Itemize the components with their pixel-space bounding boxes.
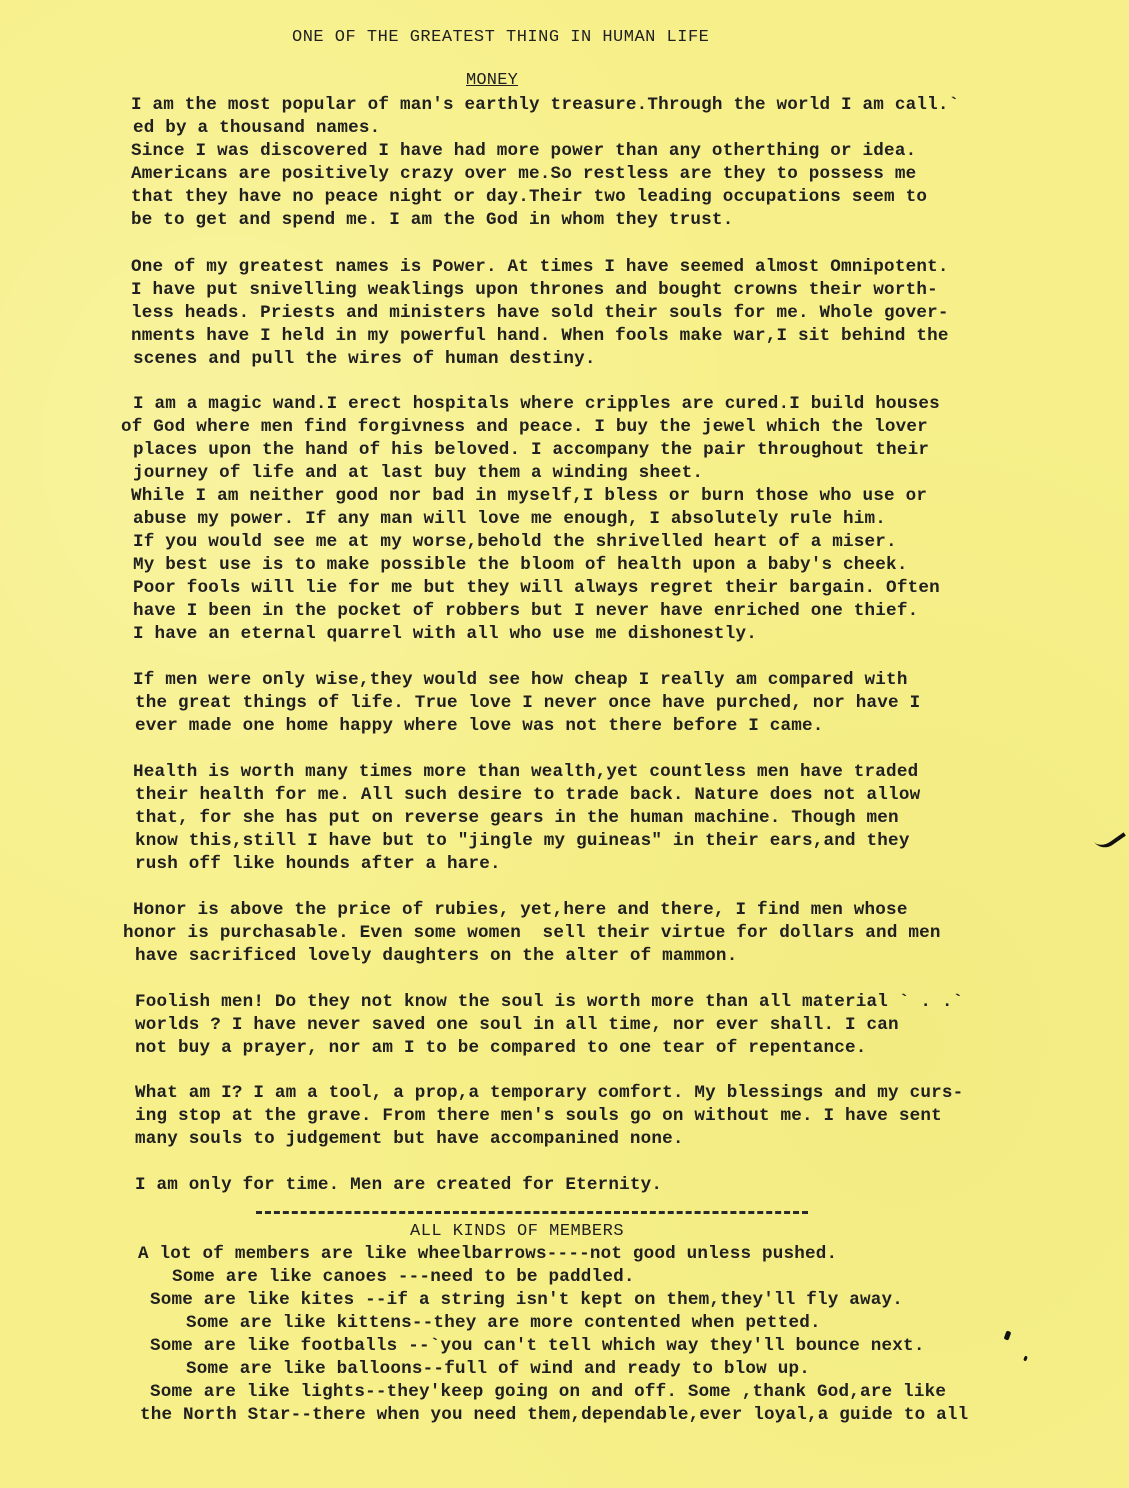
section-heading-money: MONEY bbox=[466, 71, 519, 90]
text-line: the great things of life. True love I never once have purched, nor have I bbox=[135, 693, 921, 713]
text-line: Some are like footballs --`you can't tell which way they'll bounce next. bbox=[150, 1336, 925, 1356]
text-line: less heads. Priests and ministers have sold their souls for me. Whole gover- bbox=[131, 303, 949, 323]
text-line: Some are like lights--they'keep going on and off. Some ,thank God,are like bbox=[150, 1382, 947, 1402]
text-line: ing stop at the grave. From there men's souls go on without me. I have sent bbox=[135, 1106, 942, 1126]
text-line: honor is purchasable. Even some women sell their virtue for dollars and men bbox=[123, 923, 941, 943]
ink-dot bbox=[1023, 1356, 1028, 1362]
text-line: Some are like canoes ---need to be paddled. bbox=[172, 1267, 635, 1287]
text-line: have I been in the pocket of robbers but I never have enriched one thief. bbox=[133, 601, 919, 621]
text-line: I am the most popular of man's earthly treasure.Through the world I am call.` bbox=[131, 95, 960, 115]
text-line: I am only for time. Men are created for Eternity. bbox=[135, 1175, 663, 1195]
text-line: I am a magic wand.I erect hospitals where cripples are cured.I build houses bbox=[133, 394, 940, 414]
text-line: I have put snivelling weaklings upon thrones and bought crowns their worth- bbox=[131, 280, 938, 300]
text-line: While I am neither good nor bad in myself,I bless or burn those who use or bbox=[131, 486, 928, 506]
text-line: have sacrificed lovely daughters on the alter of mammon. bbox=[135, 946, 738, 966]
text-line: Since I was discovered I have had more power than any otherthing or idea. bbox=[131, 141, 917, 161]
text-line: What am I? I am a tool, a prop,a temporary comfort. My blessings and my curs- bbox=[135, 1083, 964, 1103]
text-line: rush off like hounds after a hare. bbox=[135, 854, 501, 874]
text-line: know this,still I have but to "jingle my guineas" in their ears,and they bbox=[135, 831, 910, 851]
document-title: ONE OF THE GREATEST THING IN HUMAN LIFE bbox=[292, 28, 710, 47]
text-line: ed by a thousand names. bbox=[133, 118, 381, 138]
dashed-divider bbox=[256, 1211, 808, 1214]
text-line: journey of life and at last buy them a winding sheet. bbox=[133, 463, 704, 483]
text-line: Americans are positively crazy over me.So restless are they to possess me bbox=[131, 164, 917, 184]
text-line: If men were only wise,they would see how cheap I really am compared with bbox=[133, 670, 908, 690]
text-line: One of my greatest names is Power. At times I have seemed almost Omnipotent. bbox=[131, 257, 949, 277]
text-line: nments have I held in my powerful hand. When fools make war,I sit behind the bbox=[131, 326, 949, 346]
text-line: be to get and spend me. I am the God in whom they trust. bbox=[131, 210, 734, 230]
text-line: that, for she has put on reverse gears in the human machine. Though men bbox=[135, 808, 899, 828]
text-line: I have an eternal quarrel with all who use me dishonestly. bbox=[133, 624, 757, 644]
text-line: Some are like kittens--they are more contented when petted. bbox=[186, 1313, 821, 1333]
section-heading-members: ALL KINDS OF MEMBERS bbox=[410, 1222, 625, 1241]
ink-dot bbox=[1004, 1330, 1012, 1340]
text-line: that they have no peace night or day.Their two leading occupations seem to bbox=[131, 187, 928, 207]
ink-mark bbox=[1090, 819, 1126, 853]
text-line: many souls to judgement but have accompanined none. bbox=[135, 1129, 684, 1149]
text-line: not buy a prayer, nor am I to be compared to one tear of repentance. bbox=[135, 1038, 867, 1058]
text-line: of God where men find forgivness and peace. I buy the jewel which the lover bbox=[121, 417, 928, 437]
text-line: places upon the hand of his beloved. I accompany the pair throughout their bbox=[133, 440, 930, 460]
text-line: Honor is above the price of rubies, yet,here and there, I find men whose bbox=[133, 900, 908, 920]
text-line: scenes and pull the wires of human destiny. bbox=[133, 349, 596, 369]
text-line: If you would see me at my worse,behold the shrivelled heart of a miser. bbox=[133, 532, 897, 552]
text-line: Health is worth many times more than wealth,yet countless men have traded bbox=[133, 762, 919, 782]
text-line: the North Star--there when you need them,dependable,ever loyal,a guide to all bbox=[140, 1405, 969, 1425]
text-line: abuse my power. If any man will love me enough, I absolutely rule him. bbox=[133, 509, 887, 529]
text-line: their health for me. All such desire to trade back. Nature does not allow bbox=[135, 785, 921, 805]
text-line: worlds ? I have never saved one soul in all time, nor ever shall. I can bbox=[135, 1015, 899, 1035]
text-line: Some are like kites --if a string isn't kept on them,they'll fly away. bbox=[150, 1290, 904, 1310]
text-line: Foolish men! Do they not know the soul is worth more than all material ` . .` bbox=[135, 992, 964, 1012]
text-line: My best use is to make possible the bloom of health upon a baby's cheek. bbox=[133, 555, 908, 575]
text-line: A lot of members are like wheelbarrows----not good unless pushed. bbox=[138, 1244, 838, 1264]
text-line: ever made one home happy where love was not there before I came. bbox=[135, 716, 824, 736]
text-line: Poor fools will lie for me but they will always regret their bargain. Often bbox=[133, 578, 940, 598]
text-line: Some are like balloons--full of wind and ready to blow up. bbox=[186, 1359, 810, 1379]
